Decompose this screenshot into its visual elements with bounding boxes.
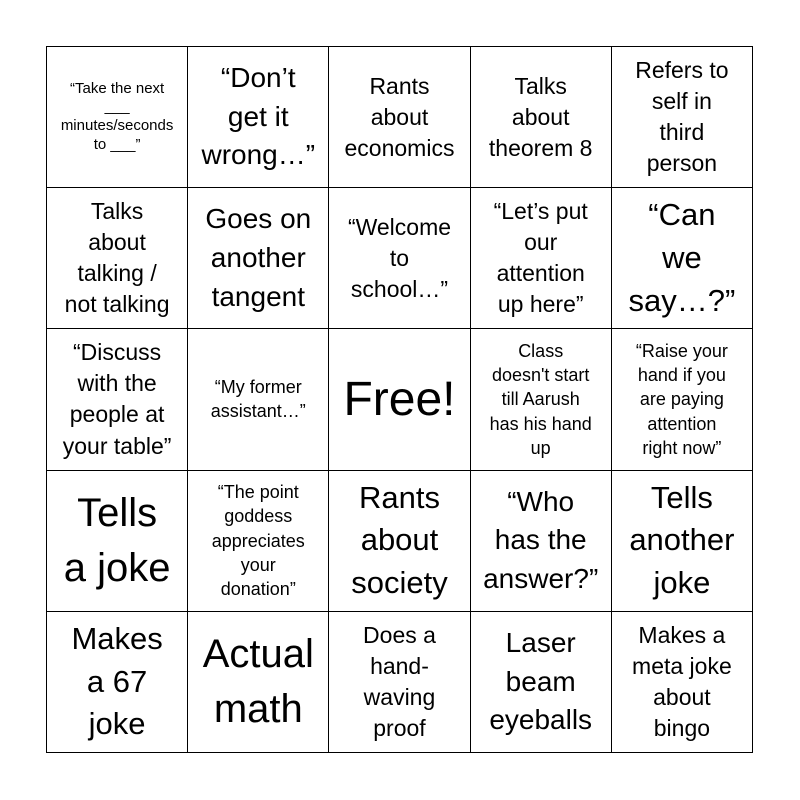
bingo-cell[interactable] — [188, 188, 329, 329]
bingo-cell[interactable] — [188, 471, 329, 612]
free-label: Free! — [343, 372, 456, 426]
bingo-cell[interactable] — [329, 47, 470, 188]
bingo-cell[interactable] — [471, 47, 612, 188]
bingo-cell[interactable] — [188, 47, 329, 188]
cell-text: “Take the next ___ minutes/seconds to ___” — [60, 79, 174, 153]
cell-text: Goes on another tangent — [205, 203, 312, 312]
cell-text: Refers to self in third person — [635, 57, 729, 177]
bingo-cell[interactable] — [471, 188, 612, 329]
cell-text: Rants about economics — [344, 72, 455, 161]
bingo-cell[interactable] — [471, 471, 612, 612]
bingo-cell[interactable] — [188, 612, 329, 753]
cell-text: “The point goddess appreciates your donation” — [211, 481, 305, 600]
bingo-cell[interactable] — [188, 329, 329, 470]
bingo-cell[interactable] — [612, 329, 753, 470]
cell-text: Makes a meta joke about bingo — [632, 621, 732, 741]
cell-text: Class doesn't start till Aarush has his hand up — [489, 340, 592, 458]
cell-text: “Let’s put our attention up here” — [493, 198, 588, 318]
cell-text: Actual math — [202, 631, 314, 731]
bingo-cell[interactable] — [612, 612, 753, 753]
cell-text: Talks about talking / not talking — [64, 198, 170, 318]
cell-text: “Who has the answer?” — [483, 485, 599, 594]
bingo-cell[interactable] — [471, 329, 612, 470]
bingo-cell[interactable] — [329, 612, 470, 753]
cell-text: “Raise your hand if you are paying attention right now” — [635, 340, 728, 458]
cell-text: Does a hand- waving proof — [363, 621, 436, 741]
bingo-cell[interactable] — [47, 188, 188, 329]
cell-text: “Discuss with the people at your table” — [62, 339, 172, 459]
bingo-cell[interactable] — [47, 612, 188, 753]
bingo-cell[interactable] — [471, 612, 612, 753]
bingo-board — [46, 46, 753, 753]
cell-text: Laser beam eyeballs — [489, 626, 593, 736]
cell-text: Rants about society — [351, 479, 448, 601]
bingo-cell[interactable] — [329, 188, 470, 329]
bingo-cell[interactable] — [47, 471, 188, 612]
bingo-cell[interactable] — [612, 47, 753, 188]
cell-text: “Can we say…?” — [628, 197, 736, 318]
bingo-cell[interactable] — [47, 329, 188, 470]
cell-text: “My former assistant…” — [210, 377, 306, 422]
bingo-cell[interactable] — [612, 188, 753, 329]
free-cell[interactable] — [329, 329, 470, 470]
cell-text: “Don’t get it wrong…” — [201, 62, 316, 171]
cell-text: Tells another joke — [629, 479, 735, 601]
cell-text: “Welcome to school…” — [347, 213, 452, 302]
bingo-cell[interactable] — [47, 47, 188, 188]
bingo-cell[interactable] — [612, 471, 753, 612]
cell-text: Makes a 67 joke — [71, 620, 163, 742]
cell-text: Talks about theorem 8 — [488, 72, 593, 161]
bingo-cell[interactable] — [329, 471, 470, 612]
cell-text: Tells a joke — [63, 490, 171, 590]
